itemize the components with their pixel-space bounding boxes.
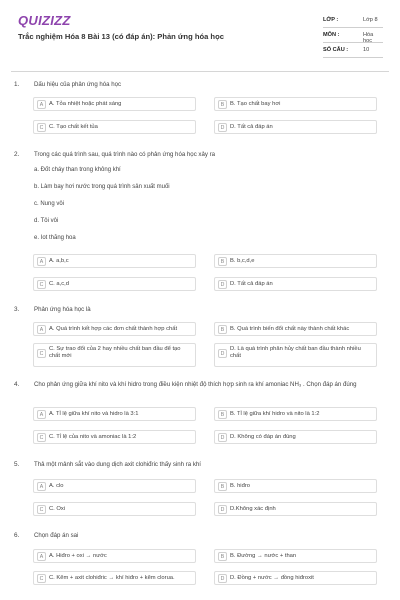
option-b[interactable] [214,479,377,493]
statement: a. Đốt cháy than trong không khí [34,167,121,173]
statement: c. Nung vôi [34,201,65,207]
option-letter: C [37,505,46,514]
option-a[interactable] [33,407,196,421]
option-text: A. Quá trình kết hợp các đơn chất thành hợp chất [49,326,178,332]
statement: e. Iot thăng hoa [34,235,76,241]
option-text: B. hiđro [230,483,250,489]
question-text: Thả một mảnh sắt vào dung dịch axit clohiđric thấy sinh ra khí [34,461,201,468]
option-b[interactable] [214,549,377,563]
option-c[interactable] [33,120,196,134]
option-letter: A [37,100,46,109]
option-b[interactable] [214,254,377,268]
option-d[interactable] [214,571,377,585]
option-c[interactable] [33,502,196,516]
option-letter: B [218,552,227,561]
count-value: 10 [363,47,370,53]
brand-logo: QUIZIZZ [18,13,71,28]
option-letter: D [218,280,227,289]
option-d[interactable] [214,277,377,291]
option-letter: B [218,325,227,334]
option-d[interactable] [214,430,377,444]
option-letter: B [218,257,227,266]
subject-label: MÔN : [323,32,340,38]
document-title: Trắc nghiệm Hóa 8 Bài 13 (có đáp án): Phản ứng hóa học [18,32,224,41]
option-d[interactable] [214,343,377,367]
option-text: D. Không có đáp án đúng [230,434,296,440]
option-text: D. Đồng + nước → đồng hiđroxit [230,575,314,581]
question-text: Dấu hiệu của phản ứng hóa học [34,81,122,88]
option-letter: D [218,349,227,358]
option-c[interactable] [33,430,196,444]
option-text: B. b,c,d,e [230,258,255,264]
option-d[interactable] [214,502,377,516]
question-number: 6. [14,532,20,539]
question-number: 5. [14,461,20,468]
option-text: C. Kẽm + axit clohiđric → khí hiđro + kẽm clorua. [49,575,175,581]
option-text: C. Oxi [49,506,66,512]
question-text: Trong các quá trình sau, quá trình nào có phản ứng hóa học xảy ra [34,151,216,158]
divider [323,42,383,43]
option-letter: C [37,123,46,132]
option-text: A. a,b,c [49,258,69,264]
option-text: A. Hiđro + oxi → nước [49,553,107,559]
option-c[interactable] [33,343,196,367]
question-text: Phản ứng hóa học là [34,306,91,313]
question-number: 1. [14,81,20,88]
grade-label: LỚP : [323,17,339,23]
option-text: A. Tỉ lệ giữa khí nito và hidro là 3:1 [49,411,139,417]
option-b[interactable] [214,407,377,421]
option-a[interactable] [33,254,196,268]
option-letter: A [37,482,46,491]
option-a[interactable] [33,479,196,493]
option-a[interactable] [33,97,196,111]
option-letter: D [218,433,227,442]
option-letter: C [37,280,46,289]
option-a[interactable] [33,549,196,563]
option-text: D.Không xác định [230,506,276,512]
option-b[interactable] [214,97,377,111]
option-letter: B [218,410,227,419]
option-letter: D [218,574,227,583]
option-text: C. Sự trao đổi của 2 hay nhiều chất ban đầu để tạo chất mới [49,346,181,360]
option-text: D. Tất cả đáp án [230,281,273,287]
statement: b. Làm bay hơi nước trong quá trình sản xuất muối [34,184,170,190]
option-letter: B [218,482,227,491]
option-text: B. Tạo chất bay hơi [230,101,281,107]
count-label: SỐ CÂU : [323,47,349,53]
option-letter: C [37,349,46,358]
option-text: A. clo [49,483,64,489]
option-letter: C [37,433,46,442]
option-letter: A [37,410,46,419]
option-letter: A [37,325,46,334]
option-letter: B [218,100,227,109]
option-letter: A [37,257,46,266]
option-c[interactable] [33,277,196,291]
option-text: B. Đường → nước + than [230,553,297,559]
subject-value: Hóa học [363,32,374,44]
option-text: C. Tạo chất kết tủa [49,124,98,130]
option-letter: C [37,574,46,583]
option-text: D. Là quá trình phân hủy chất ban đầu thành nhiều chất [230,346,361,360]
option-text: A. Tỏa nhiệt hoặc phát sáng [49,101,122,107]
option-d[interactable] [214,120,377,134]
option-a[interactable] [33,322,196,336]
question-text: Chọn đáp án sai [34,532,79,539]
option-c[interactable] [33,571,196,585]
option-text: C. a,c,d [49,281,69,287]
option-letter: D [218,123,227,132]
option-letter: A [37,552,46,561]
question-number: 3. [14,306,20,313]
option-letter: D [218,505,227,514]
option-text: B. Tỉ lệ giữa khí hidro và nito là 1:2 [230,411,320,417]
question-number: 4. [14,381,20,388]
option-b[interactable] [214,322,377,336]
question-number: 2. [14,151,20,158]
option-text: B. Quá trình biến đổi chất này thành chất khác [230,326,350,332]
option-text: C. Tỉ lệ của nito và amoniac là 1:2 [49,434,137,440]
header-divider [11,71,389,72]
grade-value: Lớp 8 [363,17,378,23]
question-text: Cho phản ứng giữa khí nito và khí hidro trong điều kiện nhiệt độ thích hợp sinh ra khí amoniac NH₃ . Chọn đáp án đúng [34,381,357,388]
option-text: D. Tất cả đáp án [230,124,273,130]
statement: d. Tôi vôi [34,218,59,224]
divider [323,57,383,58]
divider [323,27,383,28]
